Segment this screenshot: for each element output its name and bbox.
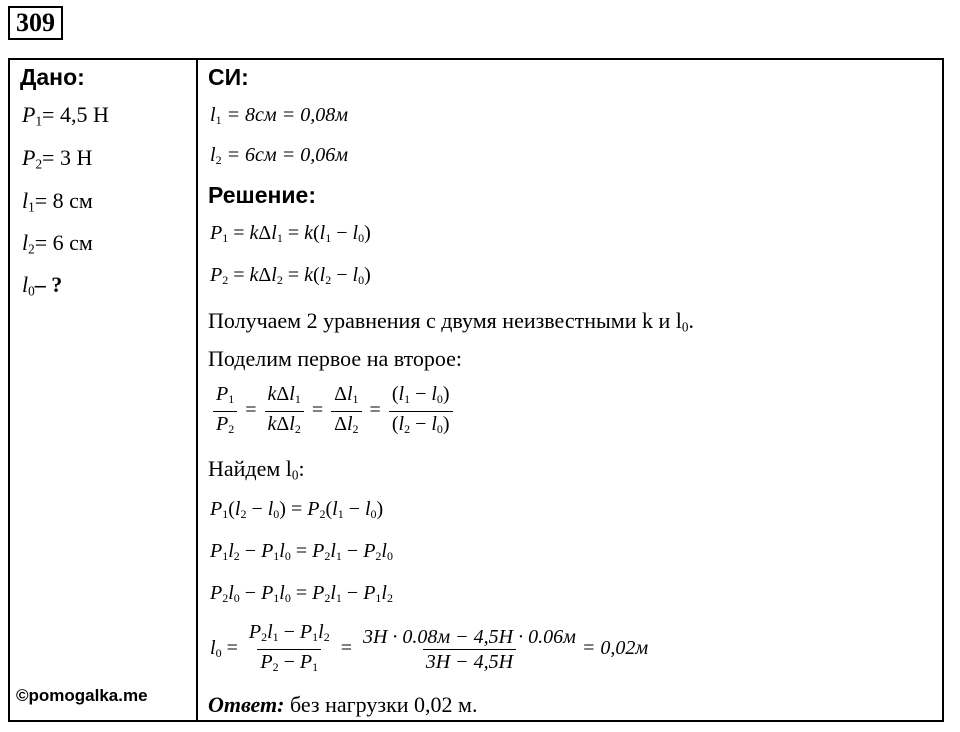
equation-p2: $P_2 = k\Delta l_2 = k(l_2 - l_0)$ <box>210 264 371 287</box>
given-item-l2: $l_2= 6$ см <box>22 230 93 257</box>
answer-label: Ответ: <box>208 692 285 717</box>
given-header: Дано: <box>20 64 85 90</box>
si-line-l2: $l_2 = 6см = 0,06м$ <box>210 144 348 167</box>
problem-number: 309 <box>8 6 63 40</box>
solution-header: Решение: <box>208 182 317 208</box>
given-item-p1: $P_1= 4,5$ Н <box>22 102 109 129</box>
equation-step-3: $P_2l_0 - P_1l_0 = P_2l_1 - P_1l_2$ <box>210 582 393 605</box>
given-item-l1: $l_1= 8$ см <box>22 188 93 215</box>
si-header: СИ: <box>208 64 249 90</box>
given-column <box>10 60 196 720</box>
equation-step-2: $P_1l_2 - P_1l_0 = P_2l_1 - P_2l_0$ <box>210 540 393 563</box>
solution-text-divide: Поделим первое на второе: <box>208 346 463 371</box>
equation-ratio: $\frac{P_1}{P_2}$ = $\frac{k\Delta l_1}{k\Delta l_2}$ = $\frac{\Delta l_1}{\Delta l_2}$ = $\frac{(l_1 - l_0)}{(l_2 - l_0)}$ <box>210 382 456 441</box>
answer-line <box>208 692 477 718</box>
answer-text: без нагрузки 0,02 м. <box>284 692 478 717</box>
given-item-l0-unknown: $l_0-$ ? <box>22 272 63 299</box>
equation-l0-result: $l_0$ = $\frac{P_2l_1 - P_1l_2}{P_2 - P_1}$ = $\frac{3Н \cdot 0.08м - 4,5Н \cdot 0.06м}{3Н - 4,5Н}$ = 0,02м <box>210 620 648 679</box>
given-item-p2: $P_2= 3$ Н <box>22 145 93 172</box>
solution-column <box>198 60 942 720</box>
solution-text-find-l0: Найдем $l_0$: <box>208 456 305 483</box>
equation-p1: $P_1 = k\Delta l_1 = k(l_1 - l_0)$ <box>210 222 371 245</box>
solution-table <box>8 58 944 722</box>
si-line-l1: $l_1 = 8см = 0,08м$ <box>210 104 348 127</box>
solution-text-two-equations: Получаем 2 уравнения с двумя неизвестными k и $l_0$. <box>208 308 694 335</box>
equation-step-1: $P_1(l_2 - l_0) = P_2(l_1 - l_0)$ <box>210 498 384 521</box>
watermark: ©pomogalka.me <box>16 686 148 705</box>
